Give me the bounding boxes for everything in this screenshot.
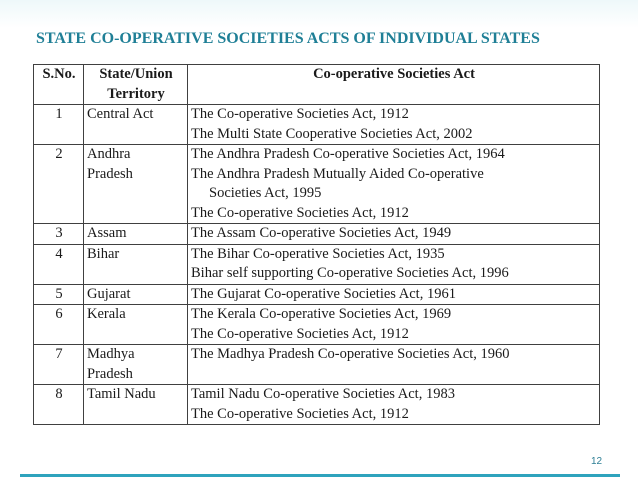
act-line: The Kerala Co-operative Societies Act, 1969 xyxy=(191,306,452,322)
cell-sno: 1 xyxy=(34,105,84,145)
page-number: 12 xyxy=(591,456,603,467)
act-line: The Bihar Co-operative Societies Act, 1935 xyxy=(191,245,445,262)
act-line: The Co-operative Societies Act, 1912 xyxy=(191,106,409,122)
table-row xyxy=(34,284,600,305)
slide-title: STATE CO-OPERATIVE SOCIETIES ACTS OF INDIVIDUAL STATES xyxy=(36,30,540,47)
act-line: The Andhra Pradesh Co-operative Societies Act, 1964 xyxy=(191,146,505,162)
cell-acts xyxy=(188,284,600,305)
cell-state xyxy=(84,244,188,284)
table-row xyxy=(34,224,600,245)
table-header-row xyxy=(34,65,600,105)
header-state-line: Territory xyxy=(107,85,165,102)
cell-state xyxy=(84,385,188,425)
act-line: The Assam Co-operative Societies Act, 1949 xyxy=(191,225,452,241)
cell-acts xyxy=(188,385,600,425)
act-line: Societies Act, 1995 xyxy=(209,185,322,201)
cell-acts xyxy=(188,224,600,245)
state-line: Kerala xyxy=(87,306,126,322)
act-line: Bihar self supporting Co-operative Societies Act, 1996 xyxy=(191,265,509,281)
act-line: The Co-operative Societies Act, 1912 xyxy=(191,325,409,342)
act-line: Tamil Nadu Co-operative Societies Act, 1983 xyxy=(191,386,455,402)
act-line: The Co-operative Societies Act, 1912 xyxy=(191,204,409,221)
state-line: Pradesh xyxy=(87,165,133,182)
table-row xyxy=(34,244,600,284)
cell-acts xyxy=(188,345,600,385)
act-line: The Multi State Cooperative Societies Act, 2002 xyxy=(191,125,473,142)
table-row xyxy=(34,385,600,425)
cell-sno: 2 xyxy=(34,145,84,224)
cell-state xyxy=(84,105,188,145)
cell-sno: 3 xyxy=(34,224,84,245)
act-line: The Co-operative Societies Act, 1912 xyxy=(191,405,409,422)
state-line: Madhya xyxy=(87,346,135,362)
top-band xyxy=(0,0,638,28)
cell-sno: 7 xyxy=(34,345,84,385)
state-line: Andhra xyxy=(87,146,131,162)
table-row xyxy=(34,305,600,345)
state-line: Gujarat xyxy=(87,285,131,302)
cell-acts xyxy=(188,105,600,145)
state-line: Assam xyxy=(87,225,127,241)
cell-acts xyxy=(188,145,600,224)
state-line: Bihar xyxy=(87,245,120,262)
cell-state xyxy=(84,224,188,245)
cell-acts xyxy=(188,244,600,284)
header-state-line: State/Union xyxy=(99,66,173,82)
table-row xyxy=(34,105,600,145)
header-act: Co-operative Societies Act xyxy=(188,65,600,105)
cell-state xyxy=(84,284,188,305)
cell-sno: 8 xyxy=(34,385,84,425)
state-line: Central Act xyxy=(87,106,154,122)
cell-sno: 5 xyxy=(34,284,84,305)
cell-state xyxy=(84,345,188,385)
bottom-rule xyxy=(20,474,620,477)
acts-table xyxy=(33,64,600,425)
header-sno: S.No. xyxy=(34,65,84,105)
act-line: The Gujarat Co-operative Societies Act, 1961 xyxy=(191,285,456,302)
table-row xyxy=(34,345,600,385)
state-line: Pradesh xyxy=(87,365,133,382)
cell-sno: 6 xyxy=(34,305,84,345)
table-row xyxy=(34,145,600,224)
act-line: The Andhra Pradesh Mutually Aided Co-operative xyxy=(191,165,484,182)
state-line: Tamil Nadu xyxy=(87,386,156,402)
cell-state xyxy=(84,305,188,345)
cell-sno: 4 xyxy=(34,244,84,284)
act-line: The Madhya Pradesh Co-operative Societies Act, 1960 xyxy=(191,346,510,362)
cell-acts xyxy=(188,305,600,345)
header-state xyxy=(84,65,188,105)
cell-state xyxy=(84,145,188,224)
